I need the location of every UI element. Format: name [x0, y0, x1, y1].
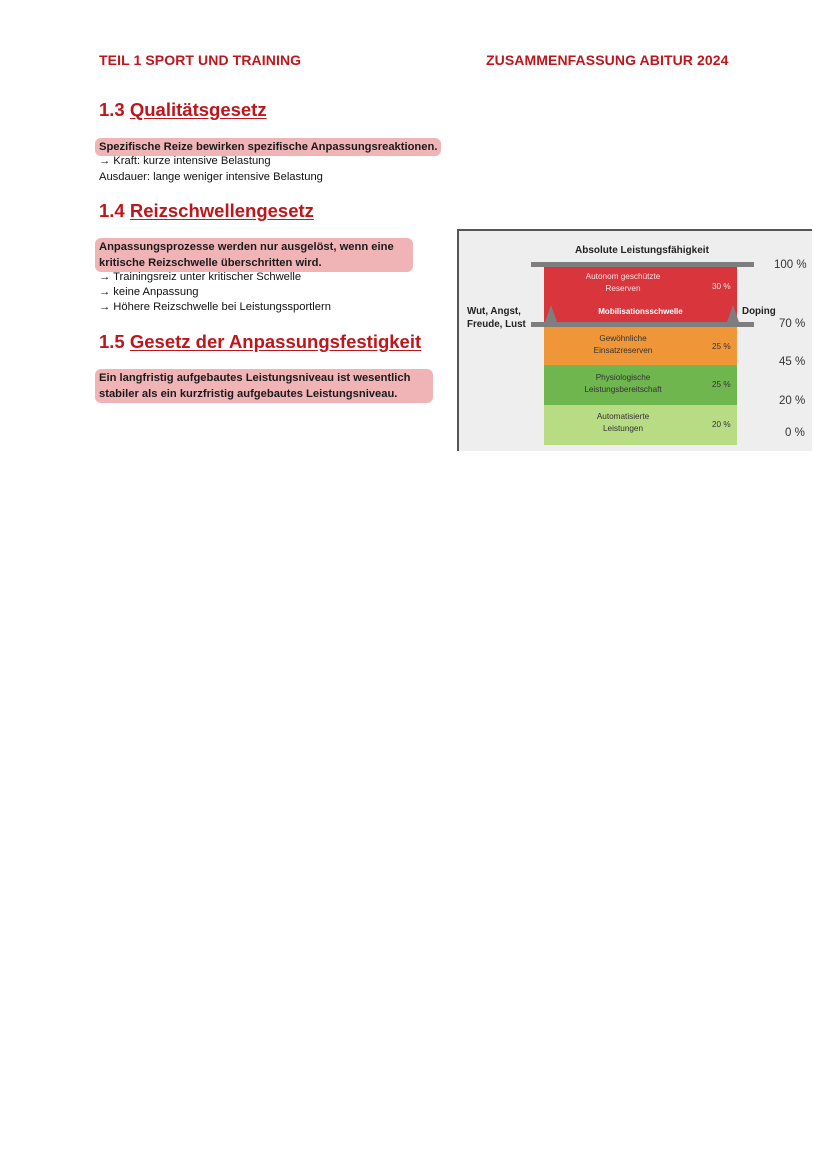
highlight-line: stabiler als ein kurzfristig aufgebautes Leistungsniveau. — [99, 388, 398, 400]
block-automatisierte-leistungen — [544, 405, 737, 445]
block-label-line: Automatisierte — [596, 412, 650, 421]
block-label — [544, 372, 702, 396]
emotion-label — [467, 305, 526, 331]
block-label-line: Physiologische — [595, 373, 651, 382]
threshold-label: Mobilisationsschwelle — [598, 307, 683, 316]
block-label-line: Leistungen — [602, 424, 644, 433]
body-line: → keine Anpassung — [99, 286, 199, 298]
block-label-line: Gewöhnliche — [599, 334, 647, 343]
block-label-line: Autonom geschützte — [585, 272, 661, 281]
section-name: Gesetz der Anpassungsfestigkeit — [129, 331, 422, 352]
axis-label-20: 20 % — [779, 395, 806, 407]
section-number: 1.4 — [99, 200, 125, 221]
body-line: → Trainingsreiz unter kritischer Schwelle — [99, 271, 302, 283]
doping-label: Doping — [742, 306, 776, 317]
figure-title: Absolute Leistungsfähigkeit — [575, 245, 709, 256]
highlight-box — [95, 238, 413, 272]
threshold-arrow-left-icon — [545, 305, 557, 322]
emotion-label-line: Wut, Angst, — [467, 306, 521, 317]
section-name: Qualitätsgesetz — [129, 99, 267, 120]
threshold-arrow-right-icon — [727, 305, 739, 322]
block-label-line: Reserven — [605, 284, 641, 293]
block-label-line: Einsatzreserven — [593, 346, 653, 355]
emotion-label-line: Freude, Lust — [467, 319, 526, 330]
highlight-box — [95, 369, 433, 403]
section-title-anpassungsfestigkeit — [99, 331, 421, 353]
performance-reserve-figure — [457, 229, 812, 451]
section-number: 1.3 — [99, 99, 125, 120]
highlight-line: Ein langfristig aufgebautes Leistungsniveau ist wesentlich — [99, 372, 411, 384]
block-label — [544, 411, 702, 435]
axis-label-45: 45 % — [779, 356, 806, 368]
section-title-reizschwellengesetz — [99, 200, 314, 222]
block-label — [544, 333, 702, 357]
block-percent: 25 % — [712, 380, 731, 389]
highlight-line: Anpassungsprozesse werden nur ausgelöst, wenn eine — [99, 241, 394, 253]
block-percent: 20 % — [712, 420, 731, 429]
section-name: Reizschwellengesetz — [129, 200, 314, 221]
highlight-line: Spezifische Reize bewirken spezifische Anpassungsreaktionen. — [99, 141, 438, 153]
block-percent: 25 % — [712, 342, 731, 351]
block-label-line: Leistungsbereitschaft — [584, 385, 662, 394]
highlight-line: kritische Reizschwelle überschritten wird. — [99, 257, 322, 269]
block-leistungsbereitschaft — [544, 365, 737, 405]
axis-label-0: 0 % — [785, 427, 805, 439]
header-left-title: TEIL 1 SPORT UND TRAINING — [99, 52, 302, 68]
block-autonom-reserven — [544, 267, 737, 322]
block-label — [544, 271, 702, 295]
section-number: 1.5 — [99, 331, 125, 352]
body-line: → Höhere Reizschwelle bei Leistungssportlern — [99, 301, 331, 313]
axis-label-100: 100 % — [774, 259, 807, 271]
block-einsatzreserven — [544, 327, 737, 365]
body-line: → Kraft: kurze intensive Belastung — [99, 155, 271, 167]
body-line: Ausdauer: lange weniger intensive Belastung — [99, 171, 323, 183]
block-percent: 30 % — [712, 282, 731, 291]
header-right-title: ZUSAMMENFASSUNG ABITUR 2024 — [486, 52, 729, 68]
section-title-qualitaetsgesetz — [99, 99, 267, 121]
axis-label-70: 70 % — [779, 318, 806, 330]
